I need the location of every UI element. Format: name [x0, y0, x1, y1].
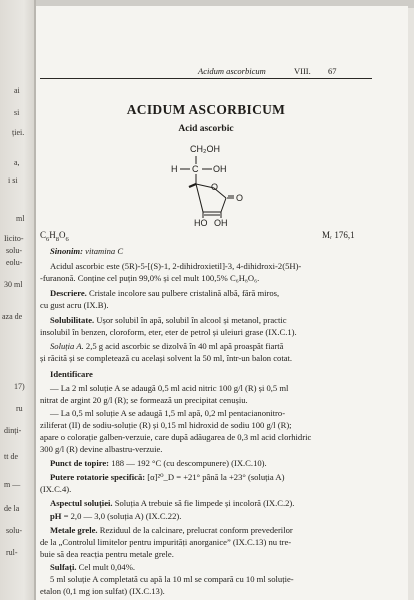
facing-fragment: m — [4, 480, 21, 489]
description-text: Cristale incolore sau pulbere cristalină albă, fără miros, [88, 288, 280, 298]
label-keto-oxygen: O [236, 193, 244, 203]
melting-point-text: 188 — 192 °C (cu descompunere) (IX.C.10). [111, 458, 267, 468]
rotation-line [50, 473, 284, 482]
chapter-number: VIII. [294, 66, 311, 76]
facing-fragment: aza de [2, 312, 23, 321]
common-name: Acid ascorbic [178, 124, 234, 134]
formula-count: 6 [65, 235, 69, 243]
label-oh: OH [213, 164, 227, 174]
synonym-line [50, 247, 123, 256]
facing-fragment: solu- [6, 526, 22, 535]
heavy-metals-line: buie să dea reacția pentru metale grele. [40, 549, 174, 559]
formula-element: O [59, 230, 66, 240]
definition-line: -furanonă. Conține cel puțin 99,0% și cel mult 100,5% C₆H₈O₆. [40, 273, 260, 283]
heavy-metals-line [50, 526, 293, 535]
facing-fragment: 30 ml [4, 280, 23, 289]
melting-point-line [50, 459, 267, 468]
solubility-label: Solubilitate. [50, 315, 95, 325]
sulfates-line: 5 ml soluție A completată cu apă la 10 ml se compară cu 10 ml soluție- [50, 574, 294, 584]
solubility-text: Ușor solubil în apă, solubil în alcool și metanol, practic [96, 315, 287, 325]
facing-fragment: ai [14, 86, 20, 95]
synonym-label: Sinonim: [50, 246, 83, 256]
formula-element: H [49, 230, 56, 240]
facing-fragment: i si [8, 176, 18, 185]
melting-point-label: Punct de topire: [50, 458, 110, 468]
heavy-metals-line: de la „Controlul limitelor pentru impurități anorganice” (IX.C.13) nu tre- [40, 537, 292, 547]
facing-fragment: solu- [6, 246, 22, 255]
formula-count: 6 [46, 235, 50, 243]
identification-heading: Identificare [50, 369, 93, 379]
solubility-line: insolubil în benzen, cloroform, eter, eter de petrol și uleiuri grase (IX.C.1). [40, 327, 297, 337]
sulfates-text: Cel mult 0,04%. [78, 562, 136, 572]
label-ch2oh: CH₂OH [190, 144, 220, 154]
appearance-line [50, 499, 294, 508]
solution-a-line [50, 342, 284, 351]
molar-mass: Mᵣ 176,1 [322, 230, 355, 240]
identification-line: — La 0,5 ml soluție A se adaugă 1,5 ml apă, 0,2 ml pentacianonitro- [50, 408, 286, 418]
heavy-metals-label: Metale grele. [50, 525, 98, 535]
facing-fragment: ției. [12, 128, 25, 137]
running-title: Acidum ascorbicum [198, 66, 266, 76]
facing-page-edge [0, 0, 34, 600]
molecular-formula [40, 230, 69, 243]
monograph-title: ACIDUM ASCORBICUM [126, 102, 286, 117]
sulfates-line [50, 563, 135, 572]
formula-element: C [40, 230, 47, 240]
facing-fragment: ru [16, 404, 23, 413]
solution-a-label: Soluția A. [50, 341, 84, 351]
description-line [50, 289, 279, 298]
ph-label: pH [50, 511, 62, 521]
facing-fragment: de la [4, 504, 20, 513]
identification-line: nitrat de argint 20 g/l (R); se formează un precipitat cenușiu. [40, 395, 248, 405]
rotation-text: [α]²⁰_D = +21° până la +23° (soluția A) [147, 472, 285, 482]
header-rule [40, 78, 372, 79]
label-ring-oxygen: O [211, 182, 219, 192]
structural-formula [154, 140, 264, 228]
identification-line: — La 2 ml soluție A se adaugă 0,5 ml acid nitric 100 g/l (R) și 0,5 ml [50, 383, 289, 393]
formula-count: 8 [55, 235, 60, 243]
rotation-label: Putere rotatorie specifică: [50, 472, 146, 482]
synonym-value: vitamina C [85, 246, 124, 256]
facing-fragment: a, [14, 158, 20, 167]
facing-fragment: ml [16, 214, 25, 223]
facing-fragment: tt de [4, 452, 18, 461]
solution-a-text: 2,5 g acid ascorbic se dizolvă în 40 ml apă proaspăt fiartă [85, 341, 284, 351]
identification-line: 300 g/l (R) devine albastru-verzuie. [40, 444, 163, 454]
label-ho: HO [194, 218, 208, 228]
facing-fragment: 17) [14, 382, 25, 391]
facing-fragment: si [14, 108, 20, 117]
heavy-metals-text: Reziduul de la calcinare, prelucrat conform prevederilor [99, 525, 293, 535]
facing-fragment: eolu- [6, 258, 23, 267]
description-label: Descriere. [50, 288, 87, 298]
identification-line: apare o colorație galben-verzuie, care după adăugarea de 0,3 ml acid clorhidric [40, 432, 312, 442]
appearance-text: Soluția A trebuie să fie limpede și incoloră (IX.C.2). [114, 498, 295, 508]
description-line: cu gust acru (IX.B). [40, 300, 109, 310]
label-oh: OH [214, 218, 228, 228]
appearance-label: Aspectul soluției. [50, 498, 113, 508]
facing-fragment: dinți- [4, 426, 22, 435]
solubility-line [50, 316, 287, 325]
book-page [36, 6, 408, 600]
facing-fragment: rul- [6, 548, 18, 557]
ph-line [50, 512, 181, 521]
solution-a-line: și răcită și se completează cu același solvent la 50 ml, într-un balon cotat. [40, 353, 293, 363]
label-h: H [171, 164, 178, 174]
label-c: C [192, 164, 199, 174]
identification-line: ziliferat (II) de sodiu-soluție (R) și 0,15 ml hidroxid de sodiu 100 g/l (R); [40, 420, 292, 430]
rotation-line: (IX.C.4). [40, 484, 72, 494]
sulfates-label: Sulfați. [50, 562, 77, 572]
ph-text: = 2,0 — 3,0 (soluția A) (IX.C.22). [63, 511, 182, 521]
page-number: 67 [328, 66, 337, 76]
definition-line: Acidul ascorbic este (5R)-5-[(S)-1, 2-dihidroxietil]-3, 4-dihidroxi-2(5H)- [50, 261, 302, 271]
facing-fragment: Iicito- [4, 234, 24, 243]
sulfates-line: etalon (0,1 mg ion sulfat) (IX.C.13). [40, 586, 165, 596]
